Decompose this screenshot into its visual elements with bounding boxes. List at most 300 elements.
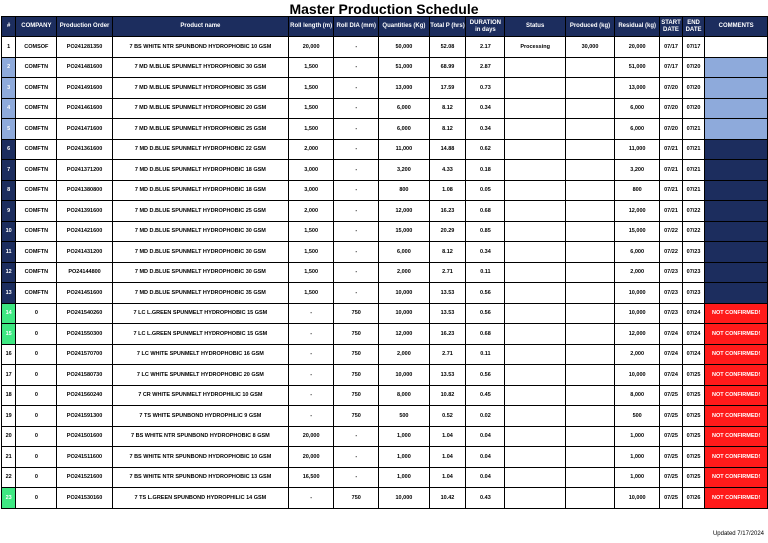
- cell-residual: 10,000: [615, 283, 660, 304]
- table-row: [2, 221, 768, 242]
- cell-product-name: 7 CR WHITE SPUNMELT HYDROPHILIC 10 GSM: [112, 385, 288, 406]
- cell-end-date: 07/26: [682, 488, 705, 509]
- cell-produced: [565, 324, 614, 345]
- cell-production-order: PO241471600: [57, 119, 112, 140]
- cell-roll-dia: -: [334, 221, 379, 242]
- cell-roll-length: 16,500: [289, 467, 334, 488]
- cell-comments: NOT CONFIRMED!: [705, 426, 768, 447]
- cell-company: 0: [16, 303, 57, 324]
- cell-roll-dia: -: [334, 180, 379, 201]
- cell-quantity: 6,000: [379, 242, 429, 263]
- cell-comments: NOT CONFIRMED!: [705, 467, 768, 488]
- table-row: [2, 37, 768, 58]
- cell-product-name: 7 MD D.BLUE SPUNMELT HYDROPHOBIC 30 GSM: [112, 242, 288, 263]
- cell-company: COMFTN: [16, 98, 57, 119]
- cell-status: [505, 78, 566, 99]
- cell-production-order: PO241580730: [57, 365, 112, 386]
- cell-total-p: 16.23: [429, 324, 466, 345]
- cell-end-date: 07/20: [682, 57, 705, 78]
- cell-produced: [565, 262, 614, 283]
- table-row: [2, 283, 768, 304]
- cell-duration: 0.56: [466, 283, 505, 304]
- cell-roll-dia: -: [334, 426, 379, 447]
- col-header-roll-dia: Roll DIA (mm): [334, 17, 379, 37]
- cell-residual: 6,000: [615, 119, 660, 140]
- cell-duration: 0.34: [466, 98, 505, 119]
- col-header-comments: COMMENTS: [705, 17, 768, 37]
- cell-company: COMFTN: [16, 78, 57, 99]
- cell-total-p: 10.42: [429, 488, 466, 509]
- table-row: [2, 344, 768, 365]
- cell-quantity: 1,000: [379, 467, 429, 488]
- cell-product-name: 7 LC WHITE SPUNMELT HYDROPHOBIC 20 GSM: [112, 365, 288, 386]
- cell-roll-length: 1,500: [289, 242, 334, 263]
- cell-company: 0: [16, 488, 57, 509]
- cell-quantity: 12,000: [379, 201, 429, 222]
- col-header-total-p: Total P (hrs): [429, 17, 466, 37]
- cell-roll-length: 1,500: [289, 57, 334, 78]
- cell-comments: [705, 139, 768, 160]
- table-row: [2, 467, 768, 488]
- cell-total-p: 14.88: [429, 139, 466, 160]
- cell-end-date: 07/20: [682, 78, 705, 99]
- table-row: [2, 160, 768, 181]
- cell-start-date: 07/25: [660, 426, 683, 447]
- cell-comments: NOT CONFIRMED!: [705, 324, 768, 345]
- cell-roll-dia: -: [334, 160, 379, 181]
- cell-roll-length: 20,000: [289, 447, 334, 468]
- cell-duration: 2.17: [466, 37, 505, 58]
- cell-roll-length: -: [289, 324, 334, 345]
- cell-company: COMFTN: [16, 119, 57, 140]
- cell-produced: [565, 139, 614, 160]
- cell-roll-dia: 750: [334, 344, 379, 365]
- cell-duration: 0.05: [466, 180, 505, 201]
- cell-product-name: 7 LC L.GREEN SPUNMELT HYDROPHOBIC 15 GSM: [112, 324, 288, 345]
- cell-product-name: 7 MD D.BLUE SPUNMELT HYDROPHOBIC 18 GSM: [112, 180, 288, 201]
- row-number: 19: [2, 406, 16, 427]
- cell-duration: 0.02: [466, 406, 505, 427]
- cell-quantity: 500: [379, 406, 429, 427]
- cell-comments: [705, 242, 768, 263]
- cell-roll-length: -: [289, 406, 334, 427]
- cell-status: [505, 365, 566, 386]
- cell-roll-length: 1,500: [289, 98, 334, 119]
- cell-produced: [565, 78, 614, 99]
- cell-quantity: 11,000: [379, 139, 429, 160]
- cell-roll-dia: -: [334, 201, 379, 222]
- cell-start-date: 07/21: [660, 180, 683, 201]
- cell-produced: [565, 283, 614, 304]
- cell-product-name: 7 BS WHITE NTR SPUNBOND HYDROPHOBIC 8 GSM: [112, 426, 288, 447]
- cell-produced: [565, 180, 614, 201]
- cell-duration: 0.04: [466, 447, 505, 468]
- cell-quantity: 3,200: [379, 160, 429, 181]
- cell-company: COMSOF: [16, 37, 57, 58]
- cell-total-p: 8.12: [429, 242, 466, 263]
- cell-produced: [565, 201, 614, 222]
- cell-end-date: 07/21: [682, 119, 705, 140]
- cell-produced: [565, 303, 614, 324]
- cell-company: COMFTN: [16, 180, 57, 201]
- cell-produced: [565, 160, 614, 181]
- cell-quantity: 1,000: [379, 447, 429, 468]
- cell-start-date: 07/23: [660, 262, 683, 283]
- table-body: [2, 37, 768, 509]
- cell-production-order: PO241461600: [57, 98, 112, 119]
- cell-produced: [565, 365, 614, 386]
- cell-comments: [705, 78, 768, 99]
- cell-production-order: PO241380800: [57, 180, 112, 201]
- cell-product-name: 7 MD M.BLUE SPUNMELT HYDROPHOBIC 35 GSM: [112, 78, 288, 99]
- row-number: 11: [2, 242, 16, 263]
- cell-product-name: 7 MD D.BLUE SPUNMELT HYDROPHOBIC 25 GSM: [112, 201, 288, 222]
- cell-produced: [565, 467, 614, 488]
- cell-status: [505, 303, 566, 324]
- col-header-product-name: Product name: [112, 17, 288, 37]
- cell-roll-length: 2,000: [289, 139, 334, 160]
- cell-product-name: 7 MD D.BLUE SPUNMELT HYDROPHOBIC 22 GSM: [112, 139, 288, 160]
- cell-production-order: PO241540260: [57, 303, 112, 324]
- cell-end-date: 07/25: [682, 467, 705, 488]
- table-row: [2, 488, 768, 509]
- cell-start-date: 07/20: [660, 78, 683, 99]
- cell-production-order: PO241451600: [57, 283, 112, 304]
- cell-end-date: 07/23: [682, 262, 705, 283]
- cell-end-date: 07/25: [682, 426, 705, 447]
- cell-roll-length: 3,000: [289, 180, 334, 201]
- row-number: 18: [2, 385, 16, 406]
- cell-residual: 800: [615, 180, 660, 201]
- page-title: Master Production Schedule: [289, 1, 479, 17]
- cell-comments: [705, 57, 768, 78]
- cell-status: [505, 180, 566, 201]
- cell-product-name: 7 TS WHITE SPUNBOND HYDROPHILIC 9 GSM: [112, 406, 288, 427]
- cell-status: [505, 98, 566, 119]
- cell-residual: 2,000: [615, 262, 660, 283]
- cell-total-p: 68.99: [429, 57, 466, 78]
- cell-produced: [565, 119, 614, 140]
- cell-duration: 0.34: [466, 242, 505, 263]
- cell-company: COMFTN: [16, 139, 57, 160]
- cell-total-p: 20.29: [429, 221, 466, 242]
- cell-roll-length: 2,000: [289, 201, 334, 222]
- cell-duration: 0.56: [466, 365, 505, 386]
- cell-residual: 500: [615, 406, 660, 427]
- cell-comments: [705, 160, 768, 181]
- cell-produced: [565, 406, 614, 427]
- col-header-duration: DURATION in days: [466, 17, 505, 37]
- cell-comments: [705, 201, 768, 222]
- cell-comments: [705, 283, 768, 304]
- cell-status: [505, 119, 566, 140]
- cell-end-date: 07/21: [682, 160, 705, 181]
- cell-quantity: 2,000: [379, 262, 429, 283]
- cell-status: Processing: [505, 37, 566, 58]
- row-number: 3: [2, 78, 16, 99]
- cell-status: [505, 57, 566, 78]
- cell-comments: [705, 119, 768, 140]
- cell-residual: 2,000: [615, 344, 660, 365]
- col-header-produced: Produced (kg): [565, 17, 614, 37]
- header-row: [2, 17, 768, 37]
- cell-comments: NOT CONFIRMED!: [705, 303, 768, 324]
- cell-product-name: 7 BS WHITE NTR SPUNBOND HYDROPHOBIC 10 GSM: [112, 447, 288, 468]
- cell-quantity: 10,000: [379, 303, 429, 324]
- cell-roll-dia: -: [334, 283, 379, 304]
- cell-product-name: 7 LC L.GREEN SPUNMELT HYDROPHOBIC 15 GSM: [112, 303, 288, 324]
- cell-status: [505, 324, 566, 345]
- cell-company: COMFTN: [16, 160, 57, 181]
- cell-product-name: 7 MD D.BLUE SPUNMELT HYDROPHOBIC 30 GSM: [112, 262, 288, 283]
- cell-total-p: 52.08: [429, 37, 466, 58]
- cell-start-date: 07/21: [660, 139, 683, 160]
- cell-start-date: 07/23: [660, 303, 683, 324]
- table-row: [2, 365, 768, 386]
- col-header-residual: Residual (kg): [615, 17, 660, 37]
- cell-roll-dia: 750: [334, 488, 379, 509]
- table-row: [2, 242, 768, 263]
- cell-roll-dia: -: [334, 139, 379, 160]
- row-number: 5: [2, 119, 16, 140]
- cell-production-order: PO241550300: [57, 324, 112, 345]
- cell-start-date: 07/24: [660, 365, 683, 386]
- cell-roll-length: 20,000: [289, 426, 334, 447]
- cell-company: COMFTN: [16, 242, 57, 263]
- cell-duration: 0.62: [466, 139, 505, 160]
- cell-produced: [565, 242, 614, 263]
- cell-quantity: 15,000: [379, 221, 429, 242]
- cell-end-date: 07/25: [682, 406, 705, 427]
- cell-roll-length: -: [289, 303, 334, 324]
- table-row: [2, 119, 768, 140]
- cell-comments: NOT CONFIRMED!: [705, 488, 768, 509]
- cell-total-p: 1.08: [429, 180, 466, 201]
- cell-duration: 0.18: [466, 160, 505, 181]
- cell-duration: 0.45: [466, 385, 505, 406]
- cell-total-p: 2.71: [429, 344, 466, 365]
- cell-start-date: 07/20: [660, 98, 683, 119]
- cell-product-name: 7 BS WHITE NTR SPUNBOND HYDROPHOBIC 10 GSM: [112, 37, 288, 58]
- cell-production-order: PO241530160: [57, 488, 112, 509]
- cell-produced: [565, 426, 614, 447]
- cell-comments: [705, 180, 768, 201]
- row-number: 6: [2, 139, 16, 160]
- cell-quantity: 50,000: [379, 37, 429, 58]
- cell-production-order: PO241421600: [57, 221, 112, 242]
- cell-roll-length: 3,000: [289, 160, 334, 181]
- row-number: 16: [2, 344, 16, 365]
- cell-status: [505, 160, 566, 181]
- cell-duration: 0.43: [466, 488, 505, 509]
- cell-production-order: PO241431200: [57, 242, 112, 263]
- cell-status: [505, 139, 566, 160]
- cell-production-order: PO241501600: [57, 426, 112, 447]
- cell-comments: NOT CONFIRMED!: [705, 385, 768, 406]
- cell-quantity: 10,000: [379, 283, 429, 304]
- cell-total-p: 13.53: [429, 365, 466, 386]
- cell-product-name: 7 LC WHITE SPUNMELT HYDROPHOBIC 16 GSM: [112, 344, 288, 365]
- cell-product-name: 7 MD M.BLUE SPUNMELT HYDROPHOBIC 30 GSM: [112, 57, 288, 78]
- cell-product-name: 7 MD D.BLUE SPUNMELT HYDROPHOBIC 18 GSM: [112, 160, 288, 181]
- cell-roll-length: 1,500: [289, 78, 334, 99]
- cell-comments: NOT CONFIRMED!: [705, 344, 768, 365]
- cell-quantity: 10,000: [379, 488, 429, 509]
- cell-roll-length: 1,500: [289, 119, 334, 140]
- cell-company: COMFTN: [16, 283, 57, 304]
- cell-residual: 12,000: [615, 324, 660, 345]
- cell-production-order: PO241511600: [57, 447, 112, 468]
- cell-duration: 0.04: [466, 426, 505, 447]
- cell-produced: [565, 221, 614, 242]
- cell-comments: [705, 262, 768, 283]
- cell-end-date: 07/22: [682, 221, 705, 242]
- cell-production-order: PO241281350: [57, 37, 112, 58]
- cell-start-date: 07/17: [660, 37, 683, 58]
- cell-roll-dia: 750: [334, 365, 379, 386]
- cell-total-p: 17.59: [429, 78, 466, 99]
- cell-roll-length: -: [289, 344, 334, 365]
- cell-status: [505, 385, 566, 406]
- cell-status: [505, 426, 566, 447]
- cell-end-date: 07/22: [682, 201, 705, 222]
- cell-end-date: 07/24: [682, 344, 705, 365]
- cell-total-p: 13.53: [429, 303, 466, 324]
- cell-start-date: 07/25: [660, 447, 683, 468]
- cell-product-name: 7 MD M.BLUE SPUNMELT HYDROPHOBIC 25 GSM: [112, 119, 288, 140]
- cell-start-date: 07/24: [660, 344, 683, 365]
- cell-duration: 0.73: [466, 78, 505, 99]
- cell-quantity: 12,000: [379, 324, 429, 345]
- cell-total-p: 8.12: [429, 119, 466, 140]
- col-header-status: Status: [505, 17, 566, 37]
- table-row: [2, 78, 768, 99]
- cell-total-p: 4.33: [429, 160, 466, 181]
- cell-residual: 11,000: [615, 139, 660, 160]
- cell-production-order: PO241481600: [57, 57, 112, 78]
- row-number: 7: [2, 160, 16, 181]
- cell-residual: 6,000: [615, 98, 660, 119]
- updated-date: Updated 7/17/2024: [712, 531, 764, 537]
- cell-residual: 8,000: [615, 385, 660, 406]
- cell-start-date: 07/25: [660, 488, 683, 509]
- cell-roll-dia: -: [334, 119, 379, 140]
- row-number: 21: [2, 447, 16, 468]
- cell-total-p: 8.12: [429, 98, 466, 119]
- cell-production-order: PO241570700: [57, 344, 112, 365]
- table-row: [2, 180, 768, 201]
- cell-duration: 0.85: [466, 221, 505, 242]
- cell-start-date: 07/21: [660, 201, 683, 222]
- cell-comments: [705, 98, 768, 119]
- cell-roll-length: 1,500: [289, 262, 334, 283]
- cell-status: [505, 262, 566, 283]
- table-row: [2, 406, 768, 427]
- row-number: 23: [2, 488, 16, 509]
- cell-total-p: 2.71: [429, 262, 466, 283]
- cell-roll-length: 1,500: [289, 221, 334, 242]
- cell-roll-dia: -: [334, 242, 379, 263]
- cell-residual: 10,000: [615, 365, 660, 386]
- cell-status: [505, 406, 566, 427]
- cell-duration: 0.68: [466, 324, 505, 345]
- cell-company: 0: [16, 467, 57, 488]
- cell-production-order: PO241361600: [57, 139, 112, 160]
- cell-product-name: 7 MD D.BLUE SPUNMELT HYDROPHOBIC 35 GSM: [112, 283, 288, 304]
- cell-end-date: 07/25: [682, 365, 705, 386]
- row-number: 2: [2, 57, 16, 78]
- cell-end-date: 07/25: [682, 385, 705, 406]
- cell-produced: [565, 344, 614, 365]
- cell-status: [505, 201, 566, 222]
- cell-production-order: PO24144800: [57, 262, 112, 283]
- col-header-number: #: [2, 17, 16, 37]
- cell-residual: 51,000: [615, 57, 660, 78]
- table-row: [2, 385, 768, 406]
- cell-company: 0: [16, 426, 57, 447]
- cell-start-date: 07/25: [660, 385, 683, 406]
- col-header-quantities: Quantities (Kg): [379, 17, 429, 37]
- cell-start-date: 07/22: [660, 242, 683, 263]
- cell-company: COMFTN: [16, 201, 57, 222]
- cell-quantity: 10,000: [379, 365, 429, 386]
- cell-production-order: PO241491600: [57, 78, 112, 99]
- cell-comments: NOT CONFIRMED!: [705, 406, 768, 427]
- cell-status: [505, 242, 566, 263]
- cell-end-date: 07/25: [682, 447, 705, 468]
- cell-total-p: 10.82: [429, 385, 466, 406]
- cell-total-p: 1.04: [429, 426, 466, 447]
- table-row: [2, 303, 768, 324]
- row-number: 8: [2, 180, 16, 201]
- cell-start-date: 07/25: [660, 406, 683, 427]
- row-number: 17: [2, 365, 16, 386]
- cell-residual: 1,000: [615, 426, 660, 447]
- cell-status: [505, 447, 566, 468]
- cell-quantity: 13,000: [379, 78, 429, 99]
- cell-start-date: 07/17: [660, 57, 683, 78]
- cell-start-date: 07/21: [660, 160, 683, 181]
- cell-roll-dia: 750: [334, 303, 379, 324]
- cell-roll-dia: -: [334, 57, 379, 78]
- cell-duration: 0.34: [466, 119, 505, 140]
- row-number: 14: [2, 303, 16, 324]
- table-row: [2, 139, 768, 160]
- cell-product-name: 7 TS L.GREEN SPUNBOND HYDROPHILIC 14 GSM: [112, 488, 288, 509]
- cell-roll-dia: -: [334, 78, 379, 99]
- cell-produced: 30,000: [565, 37, 614, 58]
- cell-roll-dia: -: [334, 467, 379, 488]
- cell-residual: 1,000: [615, 447, 660, 468]
- cell-company: 0: [16, 344, 57, 365]
- cell-quantity: 8,000: [379, 385, 429, 406]
- col-header-company: COMPANY: [16, 17, 57, 37]
- cell-company: 0: [16, 365, 57, 386]
- cell-duration: 0.11: [466, 344, 505, 365]
- cell-residual: 1,000: [615, 467, 660, 488]
- table-row: [2, 98, 768, 119]
- cell-comments: [705, 37, 768, 58]
- cell-company: 0: [16, 324, 57, 345]
- cell-company: COMFTN: [16, 262, 57, 283]
- table-row: [2, 57, 768, 78]
- col-header-start-date: START DATE: [660, 17, 683, 37]
- cell-end-date: 07/21: [682, 139, 705, 160]
- cell-roll-dia: -: [334, 98, 379, 119]
- cell-duration: 0.04: [466, 467, 505, 488]
- cell-company: COMFTN: [16, 57, 57, 78]
- cell-roll-length: -: [289, 365, 334, 386]
